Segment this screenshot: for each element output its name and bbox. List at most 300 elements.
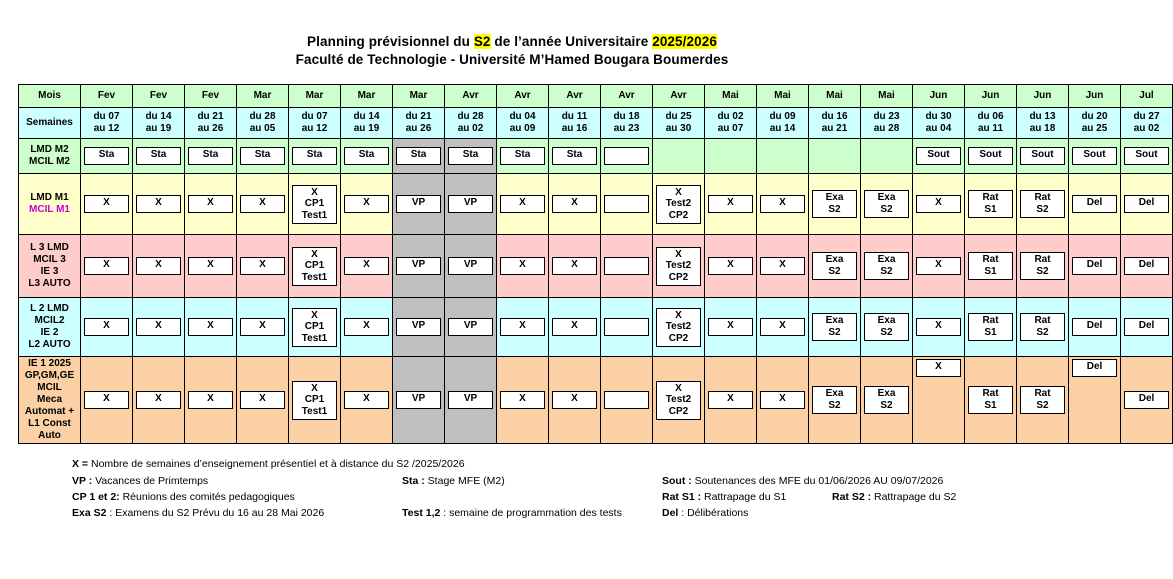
cell-box: Sta [448,147,493,165]
schedule-cell[interactable] [705,139,757,174]
cell-box: X [240,318,285,336]
cell-box: Del [1124,391,1169,409]
schedule-cell[interactable] [341,139,393,174]
schedule-cell[interactable] [653,235,705,298]
title-line-2: Faculté de Technologie - Université M’Hamed Bougara Boumerdes [295,52,729,68]
schedule-cell[interactable] [445,298,497,357]
week-cell: du 20 au 25 [1069,108,1121,139]
table-row [19,235,1173,298]
month-cell: Jul [1121,85,1173,108]
schedule-cell[interactable] [81,298,133,357]
cell-box: Sta [240,147,285,165]
week-cell: du 28 au 02 [445,108,497,139]
schedule-cell[interactable] [289,357,341,444]
cell-box: X Test2 CP2 [656,308,701,348]
cell-box: Exa S2 [812,313,857,341]
schedule-cell[interactable] [81,235,133,298]
cell-box: Exa S2 [812,190,857,218]
title-highlight-year: 2025/2026 [652,34,717,49]
cell-box: X [916,195,961,213]
cell-box: Rat S2 [1020,252,1065,280]
table-header-months [19,85,1173,108]
month-cell: Avr [445,85,497,108]
cell-box: X [552,257,597,275]
schedule-cell[interactable] [289,174,341,235]
schedule-cell[interactable] [1017,139,1069,174]
schedule-cell[interactable] [757,174,809,235]
legend-rat-s2-key: Rat S2 : [832,490,872,503]
schedule-cell[interactable] [445,235,497,298]
cell-box: Sta [500,147,545,165]
cell-box: Del [1124,195,1169,213]
cell-box: X [760,391,805,409]
week-cell: du 14 au 19 [341,108,393,139]
cell-box: VP [448,257,493,275]
schedule-cell[interactable] [861,298,913,357]
row-header-l2: L 2 LMD MCIL2 IE 2 L2 AUTO [19,298,81,357]
cell-box: Del [1072,318,1117,336]
legend-rat-s2 [832,489,956,505]
cell-box: X [84,391,129,409]
cell-box: X [708,391,753,409]
week-cell: du 11 au 16 [549,108,601,139]
table-row [19,174,1173,235]
week-cell: du 14 au 19 [133,108,185,139]
cell-box: Rat S2 [1020,313,1065,341]
schedule-cell[interactable] [757,235,809,298]
cell-box [604,147,649,165]
month-cell: Avr [653,85,705,108]
schedule-cell[interactable] [965,235,1017,298]
cell-box: Sout [968,147,1013,165]
cell-box: X [500,318,545,336]
legend-cp-key: CP 1 et 2: [72,490,120,503]
cell-box: Rat S1 [968,313,1013,341]
week-cell: du 25 au 30 [653,108,705,139]
month-cell: Jun [965,85,1017,108]
week-cell: du 13 au 18 [1017,108,1069,139]
schedule-cell[interactable] [653,357,705,444]
cell-box: VP [448,391,493,409]
legend-cp [72,489,662,505]
schedule-cell[interactable] [237,298,289,357]
month-cell: Fev [133,85,185,108]
cell-box: Rat S2 [1020,386,1065,414]
cell-box: X [500,391,545,409]
schedule-cell[interactable] [705,357,757,444]
legend-sout [662,473,992,489]
cell-box: Rat S2 [1020,190,1065,218]
week-cell: du 16 au 21 [809,108,861,139]
cell-box: X [136,257,181,275]
schedule-cell[interactable] [965,298,1017,357]
cell-box: Sta [344,147,389,165]
schedule-cell[interactable] [913,174,965,235]
schedule-cell[interactable] [341,235,393,298]
cell-box: Rat S1 [968,190,1013,218]
cell-box: X [552,318,597,336]
schedule-cell[interactable] [341,298,393,357]
header-mois-label: Mois [19,85,81,108]
cell-box: Sta [292,147,337,165]
row-header-lmd-m2: LMD M2 MCIL M2 [19,139,81,174]
legend-cp-text: Réunions des comités pedagogiques [119,490,295,503]
month-cell: Mai [861,85,913,108]
week-cell: du 28 au 05 [237,108,289,139]
schedule-cell[interactable] [1017,298,1069,357]
legend-x [72,456,692,472]
legend-sout-text: Soutenances des MFE du 01/06/2026 AU 09/07/2026 [691,474,944,487]
table-row [19,139,1173,174]
cell-box: X [500,257,545,275]
month-cell: Jun [913,85,965,108]
schedule-cell[interactable] [549,298,601,357]
legend-row-3 [72,489,1002,505]
cell-box [604,195,649,213]
legend-rat-s1-key: Rat S1 : [662,490,702,503]
month-cell: Mai [809,85,861,108]
month-cell: Mai [705,85,757,108]
schedule-cell[interactable] [1121,235,1173,298]
legend-exa-key: Exa S2 [72,507,107,520]
legend-row-2 [72,473,1002,489]
cell-box: X [136,391,181,409]
cell-box: VP [448,318,493,336]
cell-box: Del [1072,195,1117,213]
cell-box: X [240,257,285,275]
legend-sta-key: Sta : [402,474,425,487]
cell-box: Sout [1124,147,1169,165]
title-prefix: Planning prévisionnel du [307,34,474,49]
schedule-cell[interactable] [1069,174,1121,235]
schedule-cell[interactable] [549,357,601,444]
legend-rat-s1-text: Rattrapage du S1 [701,490,787,503]
month-cell: Mar [237,85,289,108]
schedule-cell[interactable] [1121,357,1173,444]
schedule-cell[interactable] [133,235,185,298]
schedule-cell[interactable] [393,174,445,235]
title-middle: de l’année Universitaire [490,34,653,49]
schedule-cell[interactable] [1069,298,1121,357]
cell-box: X [916,359,961,377]
cell-box [604,257,649,275]
week-cell: du 04 au 09 [497,108,549,139]
legend-row-4 [72,505,1002,521]
cell-box: X [84,257,129,275]
cell-box: Del [1124,318,1169,336]
legend-x-key: X = [72,458,89,471]
schedule-cell[interactable] [1017,357,1069,444]
cell-box: X [136,195,181,213]
cell-box: X [188,195,233,213]
schedule-cell[interactable] [341,357,393,444]
schedule-cell[interactable] [705,174,757,235]
schedule-cell[interactable] [133,298,185,357]
schedule-cell[interactable] [809,357,861,444]
legend-exa [72,505,402,521]
schedule-cell[interactable] [133,174,185,235]
month-cell: Mar [393,85,445,108]
week-cell: du 09 au 14 [757,108,809,139]
schedule-cell[interactable] [185,235,237,298]
schedule-cell[interactable] [133,139,185,174]
legend-vp [72,473,402,489]
cell-box: X [760,257,805,275]
cell-box: X CP1 Test1 [292,308,337,348]
schedule-cell[interactable] [809,235,861,298]
cell-box: X [188,391,233,409]
table-row [19,357,1173,444]
schedule-cell[interactable] [913,298,965,357]
week-cell: du 07 au 12 [81,108,133,139]
row-header-lmd-m1: LMD M1 MCIL M1 [19,174,81,235]
week-cell: du 21 au 26 [393,108,445,139]
schedule-cell[interactable] [237,357,289,444]
cell-box: X [84,195,129,213]
cell-box: X [188,318,233,336]
legend-sta-text: Stage MFE (M2) [424,474,505,487]
cell-box: Sout [916,147,961,165]
legend-exa-text: : Examens du S2 Prévu du 16 au 28 Mai 2026 [106,507,325,520]
cell-box: Sout [1020,147,1065,165]
schedule-cell[interactable] [757,357,809,444]
cell-box: Sta [396,147,441,165]
schedule-cell[interactable] [653,174,705,235]
table-row [19,298,1173,357]
cell-box: VP [396,318,441,336]
cell-box: X Test2 CP2 [656,185,701,225]
cell-box: X [552,391,597,409]
week-cell: du 06 au 11 [965,108,1017,139]
schedule-cell[interactable] [1017,235,1069,298]
cell-box: X [344,195,389,213]
schedule-cell[interactable] [393,357,445,444]
schedule-cell[interactable] [861,235,913,298]
month-cell: Avr [601,85,653,108]
schedule-cell[interactable] [185,357,237,444]
week-cell: du 02 au 07 [705,108,757,139]
schedule-cell[interactable] [1069,357,1121,444]
cell-box: X [708,318,753,336]
schedule-cell[interactable] [705,235,757,298]
schedule-cell[interactable] [445,139,497,174]
schedule-cell[interactable] [185,139,237,174]
schedule-cell[interactable] [185,298,237,357]
schedule-cell[interactable] [913,235,965,298]
month-cell: Mai [757,85,809,108]
schedule-cell[interactable] [549,139,601,174]
cell-box: Sta [188,147,233,165]
cell-box: X [708,195,753,213]
cell-box: Sout [1072,147,1117,165]
cell-box: X [916,257,961,275]
cell-box: X CP1 Test1 [292,247,337,287]
schedule-cell[interactable] [861,357,913,444]
schedule-cell[interactable] [549,174,601,235]
week-cell: du 23 au 28 [861,108,913,139]
row-header-l3: L 3 LMD MCIL 3 IE 3 L3 AUTO [19,235,81,298]
cell-box: VP [448,195,493,213]
cell-box: X [344,257,389,275]
schedule-cell[interactable] [497,357,549,444]
cell-box: X [552,195,597,213]
cell-box: X [760,318,805,336]
month-cell: Jun [1017,85,1069,108]
cell-box: X [240,195,285,213]
cell-box: Exa S2 [812,252,857,280]
cell-box: Sta [136,147,181,165]
schedule-cell[interactable] [861,139,913,174]
week-cell: du 30 au 04 [913,108,965,139]
schedule-cell[interactable] [601,298,653,357]
schedule-cell[interactable] [809,174,861,235]
legend-rat-s1 [662,489,832,505]
cell-box: VP [396,391,441,409]
cell-box: Exa S2 [864,190,909,218]
row-header-ie1: IE 1 2025 GP,GM,GE MCIL Meca Automat + L1 Const Auto [19,357,81,444]
schedule-cell[interactable] [601,174,653,235]
legend-x-text: Nombre de semaines d’enseignement présentiel et à distance du S2 /2025/2026 [88,458,465,471]
cell-box: Sta [84,147,129,165]
week-cell: du 18 au 23 [601,108,653,139]
schedule-cell[interactable] [237,235,289,298]
cell-box [604,318,649,336]
schedule-cell[interactable] [497,139,549,174]
legend-del-key: Del [662,507,679,520]
month-cell: Fev [81,85,133,108]
schedule-cell[interactable] [913,139,965,174]
planning-table [18,84,1173,444]
schedule-cell[interactable] [1121,139,1173,174]
schedule-cell[interactable] [289,235,341,298]
week-cell: du 21 au 26 [185,108,237,139]
schedule-cell[interactable] [809,298,861,357]
schedule-cell[interactable] [1121,298,1173,357]
cell-box: X CP1 Test1 [292,185,337,225]
schedule-cell[interactable] [81,139,133,174]
cell-box: Exa S2 [812,386,857,414]
cell-box: X [344,391,389,409]
schedule-cell[interactable] [861,174,913,235]
schedule-cell[interactable] [133,357,185,444]
schedule-cell[interactable] [237,174,289,235]
cell-box: VP [396,195,441,213]
schedule-cell[interactable] [497,174,549,235]
title-line-1 [0,33,1024,51]
cell-box: X [240,391,285,409]
schedule-cell[interactable] [393,298,445,357]
schedule-cell[interactable] [549,235,601,298]
cell-box: X CP1 Test1 [292,381,337,421]
schedule-cell[interactable] [497,235,549,298]
cell-box: X [916,318,961,336]
legend-rat-s2-text: Rattrapage du S2 [871,490,957,503]
schedule-cell[interactable] [705,298,757,357]
schedule-cell[interactable] [81,174,133,235]
schedule-cell[interactable] [965,357,1017,444]
schedule-cell[interactable] [1069,139,1121,174]
month-cell: Avr [497,85,549,108]
cell-box: Del [1072,257,1117,275]
legend-vp-key: VP : [72,474,93,487]
schedule-cell[interactable] [445,174,497,235]
schedule-cell[interactable] [289,139,341,174]
cell-box: Rat S1 [968,386,1013,414]
cell-box: X [500,195,545,213]
legend-test [402,505,662,521]
schedule-cell[interactable] [1121,174,1173,235]
legend [72,456,1002,521]
month-cell: Avr [549,85,601,108]
schedule-cell[interactable] [237,139,289,174]
schedule-cell[interactable] [497,298,549,357]
week-cell: du 07 au 12 [289,108,341,139]
legend-sout-key: Sout : [662,474,692,487]
legend-vp-text: Vacances de Primtemps [92,474,209,487]
cell-box: X [84,318,129,336]
page-title [0,0,1024,69]
legend-test-text: : semaine de programmation des tests [440,507,622,520]
cell-box: Exa S2 [864,313,909,341]
cell-box: VP [396,257,441,275]
schedule-cell[interactable] [913,357,965,444]
cell-box: X [188,257,233,275]
schedule-cell[interactable] [1069,235,1121,298]
schedule-cell[interactable] [601,139,653,174]
schedule-cell[interactable] [1017,174,1069,235]
schedule-cell[interactable] [445,357,497,444]
legend-row-1 [72,456,1002,472]
table-header-weeks [19,108,1173,139]
schedule-cell[interactable] [601,357,653,444]
month-cell: Mar [289,85,341,108]
cell-box: Rat S1 [968,252,1013,280]
month-cell: Fev [185,85,237,108]
schedule-cell[interactable] [965,174,1017,235]
schedule-cell[interactable] [341,174,393,235]
cell-box: X [760,195,805,213]
schedule-cell[interactable] [601,235,653,298]
title-highlight-s2: S2 [473,34,491,49]
planning-table-wrap [18,84,1160,444]
schedule-cell[interactable] [185,174,237,235]
schedule-cell[interactable] [81,357,133,444]
legend-del-text: : Délibérations [678,507,749,520]
legend-test-key: Test 1,2 [402,507,441,520]
week-cell: du 27 au 02 [1121,108,1173,139]
schedule-cell[interactable] [393,139,445,174]
month-cell: Jun [1069,85,1121,108]
schedule-cell[interactable] [653,139,705,174]
cell-box: Exa S2 [864,386,909,414]
schedule-cell[interactable] [965,139,1017,174]
cell-box: X Test2 CP2 [656,381,701,421]
schedule-cell[interactable] [289,298,341,357]
schedule-cell[interactable] [809,139,861,174]
schedule-cell[interactable] [757,139,809,174]
schedule-cell[interactable] [393,235,445,298]
cell-box: X [708,257,753,275]
cell-box: Del [1072,359,1117,377]
cell-box [604,391,649,409]
cell-box: Exa S2 [864,252,909,280]
cell-box: Del [1124,257,1169,275]
header-semaines-label: Semaines [19,108,81,139]
schedule-cell[interactable] [653,298,705,357]
cell-box: X [344,318,389,336]
schedule-cell[interactable] [757,298,809,357]
cell-box: X Test2 CP2 [656,247,701,287]
